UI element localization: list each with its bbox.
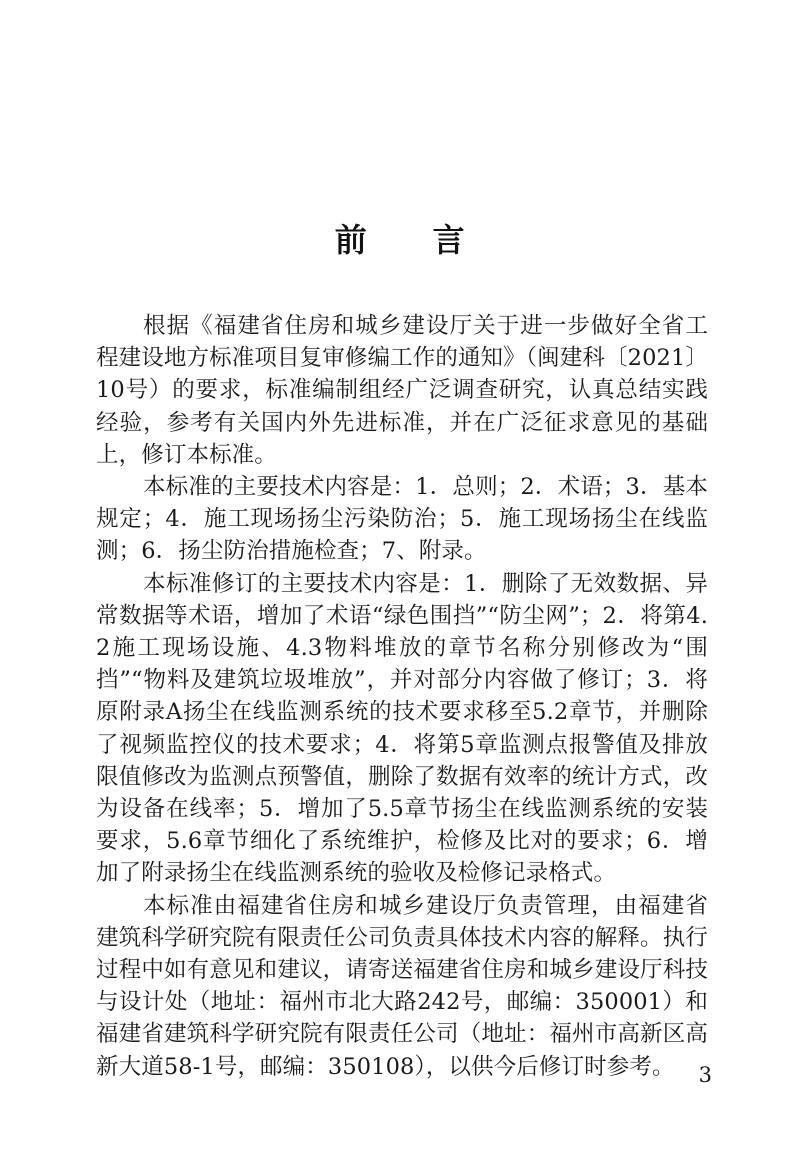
paragraph-administration: 本标准由福建省住房和城乡建设厅负责管理，由福建省建筑科学研究院有限责任公司负责具体技术内容的解释。执行过程中如有意见和建议，请寄送福建省住房和城乡建设厅科技与设计处（地址：福州市北大路242号，邮编：350001）和福建省建筑科学研究院有限责任公司（地址：福州市高新区高新大道58-1号，邮编：350108），以供今后修订时参考。 xyxy=(96,892,708,1080)
page-number: 3 xyxy=(698,1063,712,1087)
page-title: 前 言 xyxy=(334,221,466,259)
paragraph-main-contents: 本标准的主要技术内容是：1．总则；2．术语；3．基本规定；4．施工现场扬尘污染防治；5．施工现场扬尘在线监测；6．扬尘防治措施检查；7、附录。 xyxy=(96,474,708,565)
paragraph-revision-contents: 本标准修订的主要技术内容是：1．删除了无效数据、异常数据等术语，增加了术语“绿色围挡”“防尘网”；2．将第4.2施工现场设施、4.3物料堆放的章节名称分别修改为“围挡”“物料及建筑垃圾堆放”，并对部分内容做了修订；3．将原附录A扬尘在线监测系统的技术要求移至5.2章节，并删除了视频监控仪的技术要求；4．将第5章监测点报警值及排放限值修改为监测点预警值，删除了数据有效率的统计方式，改为设备在线率；5．增加了5.5章节扬尘在线监测系统的安装要求，5.6章节细化了系统维护，检修及比对的要求；6．增加了附录扬尘在线监测系统的验收及检修记录格式。 xyxy=(96,570,708,887)
document-body xyxy=(96,310,708,1083)
paragraph-basis: 根据《福建省住房和城乡建设厅关于进一步做好全省工程建设地方标准项目复审修编工作的通知》（闽建科〔2021〕10号）的要求，标准编制组经广泛调查研究，认真总结实践经验，参考有关国内外先进标准，并在广泛征求意见的基础上，修订本标准。 xyxy=(96,313,708,468)
